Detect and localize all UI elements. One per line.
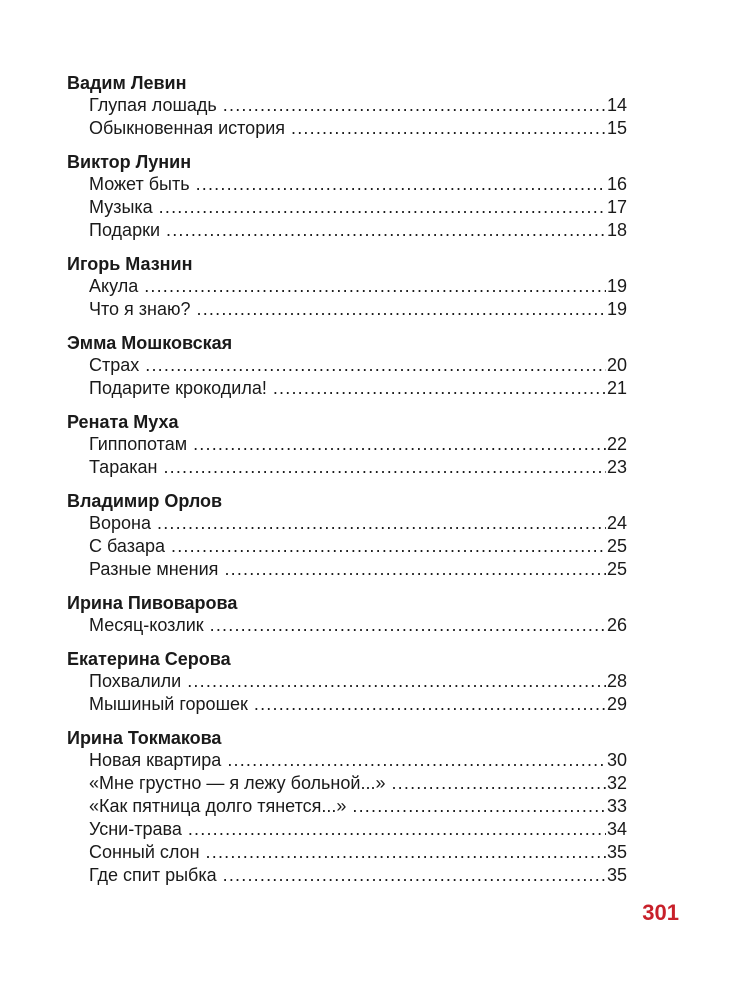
dot-leader: [193, 433, 606, 456]
dot-leader: [171, 535, 606, 558]
toc-entry: [67, 614, 627, 637]
toc-entry: [67, 772, 627, 795]
toc-entry: [67, 377, 627, 400]
dot-leader: [224, 558, 606, 581]
toc-entry: [67, 117, 627, 140]
toc-section: [67, 72, 627, 140]
dot-leader: [206, 841, 606, 864]
poem-title: Таракан: [89, 457, 158, 477]
dot-leader: [210, 614, 606, 637]
toc-entry: [67, 456, 627, 479]
page-ref: 21: [606, 378, 627, 398]
poem-title: Похвалили: [89, 671, 182, 691]
dot-leader: [223, 94, 606, 117]
toc-section: [67, 727, 627, 887]
toc-entry: [67, 298, 627, 321]
toc-entry: [67, 275, 627, 298]
dot-leader: [197, 298, 606, 321]
toc-entry: [67, 818, 627, 841]
poem-title: Может быть: [89, 174, 190, 194]
author-name: Ирина Пивоварова: [67, 593, 238, 613]
dot-leader: [227, 749, 606, 772]
toc-entry: [67, 864, 627, 887]
toc-entry: [67, 693, 627, 716]
page-ref: 26: [606, 615, 627, 635]
page-ref: 34: [606, 819, 627, 839]
poem-title: Акула: [89, 276, 139, 296]
toc-section: [67, 490, 627, 581]
page-ref: 16: [606, 174, 627, 194]
poem-title: Мышиный горошек: [89, 694, 248, 714]
toc-entry: [67, 94, 627, 117]
page-ref: 23: [606, 457, 627, 477]
poem-title: С базара: [89, 536, 165, 556]
toc-entry: [67, 670, 627, 693]
dot-leader: [254, 693, 606, 716]
table-of-contents: [67, 72, 627, 887]
dot-leader: [391, 772, 606, 795]
author-name: Владимир Орлов: [67, 491, 223, 511]
page-ref: 19: [606, 276, 627, 296]
dot-leader: [188, 818, 606, 841]
poem-title: Подарите крокодила!: [89, 378, 267, 398]
page-ref: 30: [606, 750, 627, 770]
page-ref: 20: [606, 355, 627, 375]
poem-title: Что я знаю?: [89, 299, 191, 319]
dot-leader: [163, 456, 606, 479]
dot-leader: [166, 219, 606, 242]
dot-leader: [145, 354, 606, 377]
toc-section: [67, 332, 627, 400]
toc-section: [67, 592, 627, 637]
page-ref: 28: [606, 671, 627, 691]
toc-entry: [67, 196, 627, 219]
page-ref: 19: [606, 299, 627, 319]
toc-entry: [67, 749, 627, 772]
toc-section: [67, 411, 627, 479]
page-ref: 33: [606, 796, 627, 816]
poem-title: Подарки: [89, 220, 161, 240]
poem-title: «Мне грустно — я лежу больной...»: [89, 773, 386, 793]
page-ref: 35: [606, 842, 627, 862]
dot-leader: [223, 864, 606, 887]
toc-entry: [67, 841, 627, 864]
page-ref: 17: [606, 197, 627, 217]
poem-title: Разные мнения: [89, 559, 219, 579]
toc-entry: [67, 535, 627, 558]
author-name: Рената Муха: [67, 412, 179, 432]
page-ref: 25: [606, 559, 627, 579]
poem-title: Музыка: [89, 197, 153, 217]
author-name: Вадим Левин: [67, 73, 187, 93]
author-name: Игорь Мазнин: [67, 254, 193, 274]
page-ref: 22: [606, 434, 627, 454]
author-name: Виктор Лунин: [67, 152, 192, 172]
toc-entry: [67, 795, 627, 818]
dot-leader: [187, 670, 606, 693]
page-ref: 15: [606, 118, 627, 138]
toc-entry: [67, 219, 627, 242]
dot-leader: [273, 377, 606, 400]
poem-title: Новая квартира: [89, 750, 222, 770]
author-name: Ирина Токмакова: [67, 728, 222, 748]
author-name: Эмма Мошковская: [67, 333, 233, 353]
page-ref: 24: [606, 513, 627, 533]
toc-section: [67, 253, 627, 321]
poem-title: Усни-трава: [89, 819, 182, 839]
page-ref: 25: [606, 536, 627, 556]
poem-title: Где спит рыбка: [89, 865, 217, 885]
toc-section: [67, 648, 627, 716]
dot-leader: [291, 117, 606, 140]
dot-leader: [159, 196, 606, 219]
toc-entry: [67, 354, 627, 377]
poem-title: Сонный слон: [89, 842, 200, 862]
dot-leader: [144, 275, 606, 298]
dot-leader: [157, 512, 606, 535]
page-ref: 35: [606, 865, 627, 885]
dot-leader: [196, 173, 606, 196]
toc-entry: [67, 433, 627, 456]
poem-title: «Как пятница долго тянется...»: [89, 796, 347, 816]
poem-title: Ворона: [89, 513, 151, 533]
poem-title: Гиппопотам: [89, 434, 188, 454]
dot-leader: [352, 795, 606, 818]
page-ref: 14: [606, 95, 627, 115]
author-name: Екатерина Серова: [67, 649, 231, 669]
page-ref: 32: [606, 773, 627, 793]
poem-title: Месяц-козлик: [89, 615, 204, 635]
page-ref: 29: [606, 694, 627, 714]
toc-entry: [67, 558, 627, 581]
page-number: 301: [642, 900, 679, 925]
page-ref: 18: [606, 220, 627, 240]
poem-title: Обыкновенная история: [89, 118, 286, 138]
poem-title: Глупая лошадь: [89, 95, 217, 115]
toc-entry: [67, 512, 627, 535]
poem-title: Страх: [89, 355, 140, 375]
toc-entry: [67, 173, 627, 196]
toc-section: [67, 151, 627, 242]
